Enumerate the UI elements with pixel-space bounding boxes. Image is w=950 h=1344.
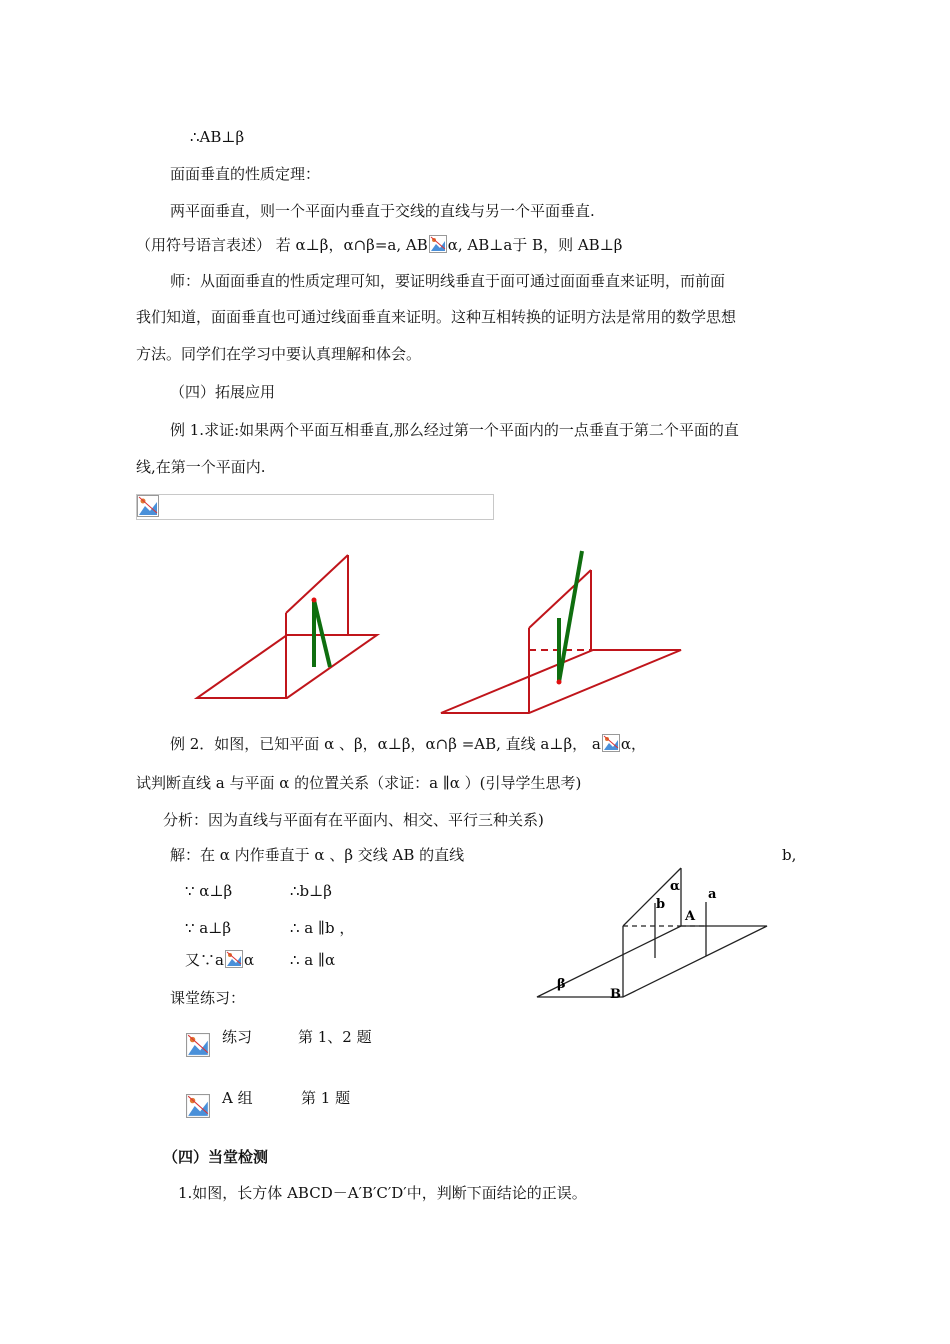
perpendicular-planes-figure-left (190, 545, 450, 705)
image-frame (136, 494, 494, 520)
example-1-line-2: 线,在第一个平面内. (136, 458, 266, 476)
label-a: a (708, 887, 717, 902)
classroom-practice-heading: 课堂练习： (170, 989, 246, 1007)
proof-step-2-result: ∴ a ∥b ， (290, 919, 355, 937)
point (557, 680, 562, 685)
point (312, 598, 317, 603)
proof-step-1-result: ∴b⊥β (290, 882, 332, 900)
perpendicular-line (314, 600, 330, 667)
label-B: B (610, 987, 621, 1002)
broken-image-icon (186, 1094, 210, 1118)
perpendicular-planes-figure-right (437, 545, 687, 720)
proof-step-1-reason: ∵ α⊥β (185, 882, 233, 900)
theorem-statement: 两平面垂直，则一个平面内垂直于交线的直线与另一个平面垂直. (170, 202, 595, 220)
section-heading-extend: （四）拓展应用 (170, 383, 276, 401)
proof-step-2-reason: ∵ a⊥β (185, 919, 232, 937)
teacher-paragraph-1: 师：从面面垂直的性质定理可知，要证明线垂直于面可通过面面垂直来证明，而前面 (170, 272, 726, 290)
example-1-line-1: 例 1.求证:如果两个平面互相垂直,那么经过第一个平面内的一点垂直于第二个平面的直 (170, 421, 739, 439)
group-a-label: A 组 (222, 1089, 253, 1107)
solution-line-end: b, (782, 846, 797, 864)
label-A: A (685, 909, 696, 924)
conclusion-line: ∴AB⊥β (190, 128, 245, 146)
label-alpha: α (670, 879, 681, 894)
broken-image-icon (225, 950, 243, 968)
label-beta: β (557, 977, 566, 992)
perpendicular-line (559, 551, 582, 682)
practice-items: 第 1、2 题 (298, 1028, 372, 1046)
symbolic-statement: （用符号语言表述） 若 α⊥β，α∩β=a, AB α, AB⊥a于 B，则 AB⊥β (136, 236, 623, 254)
check-question-1: 1.如图，长方体 ABCD－A′B′C′D′中，判断下面结论的正误。 (178, 1184, 587, 1202)
section-heading-check: （四）当堂检测 (163, 1148, 269, 1166)
plane-beta (537, 926, 767, 997)
group-a-items: 第 1 题 (301, 1089, 351, 1107)
example-2-line-1: 例 2．如图，已知平面 α 、β，α⊥β，α∩β =AB, 直线 a⊥β， a α， (170, 735, 646, 753)
proof-step-3-result: ∴ a ∥α (290, 951, 336, 969)
broken-image-icon (602, 734, 620, 752)
practice-label: 练习 (222, 1028, 253, 1046)
theorem-heading: 面面垂直的性质定理： (170, 165, 321, 183)
teacher-paragraph-3: 方法。同学们在学习中要认真理解和体会。 (136, 345, 422, 363)
example-2-line-2: 试判断直线 a 与平面 α 的位置关系（求证：a ∥α ）(引导学生思考) (136, 774, 582, 792)
broken-image-icon (429, 235, 447, 253)
analysis-line: 分析：因为直线与平面有在平面内、相交、平行三种关系) (163, 811, 544, 829)
teacher-paragraph-2: 我们知道，面面垂直也可通过线面垂直来证明。这种互相转换的证明方法是常用的数学思想 (136, 308, 737, 326)
broken-image-icon (186, 1033, 210, 1057)
broken-image-icon (137, 495, 159, 517)
label-b: b (656, 897, 666, 912)
solution-line: 解：在 α 内作垂直于 α 、β 交线 AB 的直线 (170, 846, 465, 864)
proof-step-3-reason: 又∵a α (185, 951, 255, 969)
line-plane-parallel-figure (535, 860, 775, 1000)
